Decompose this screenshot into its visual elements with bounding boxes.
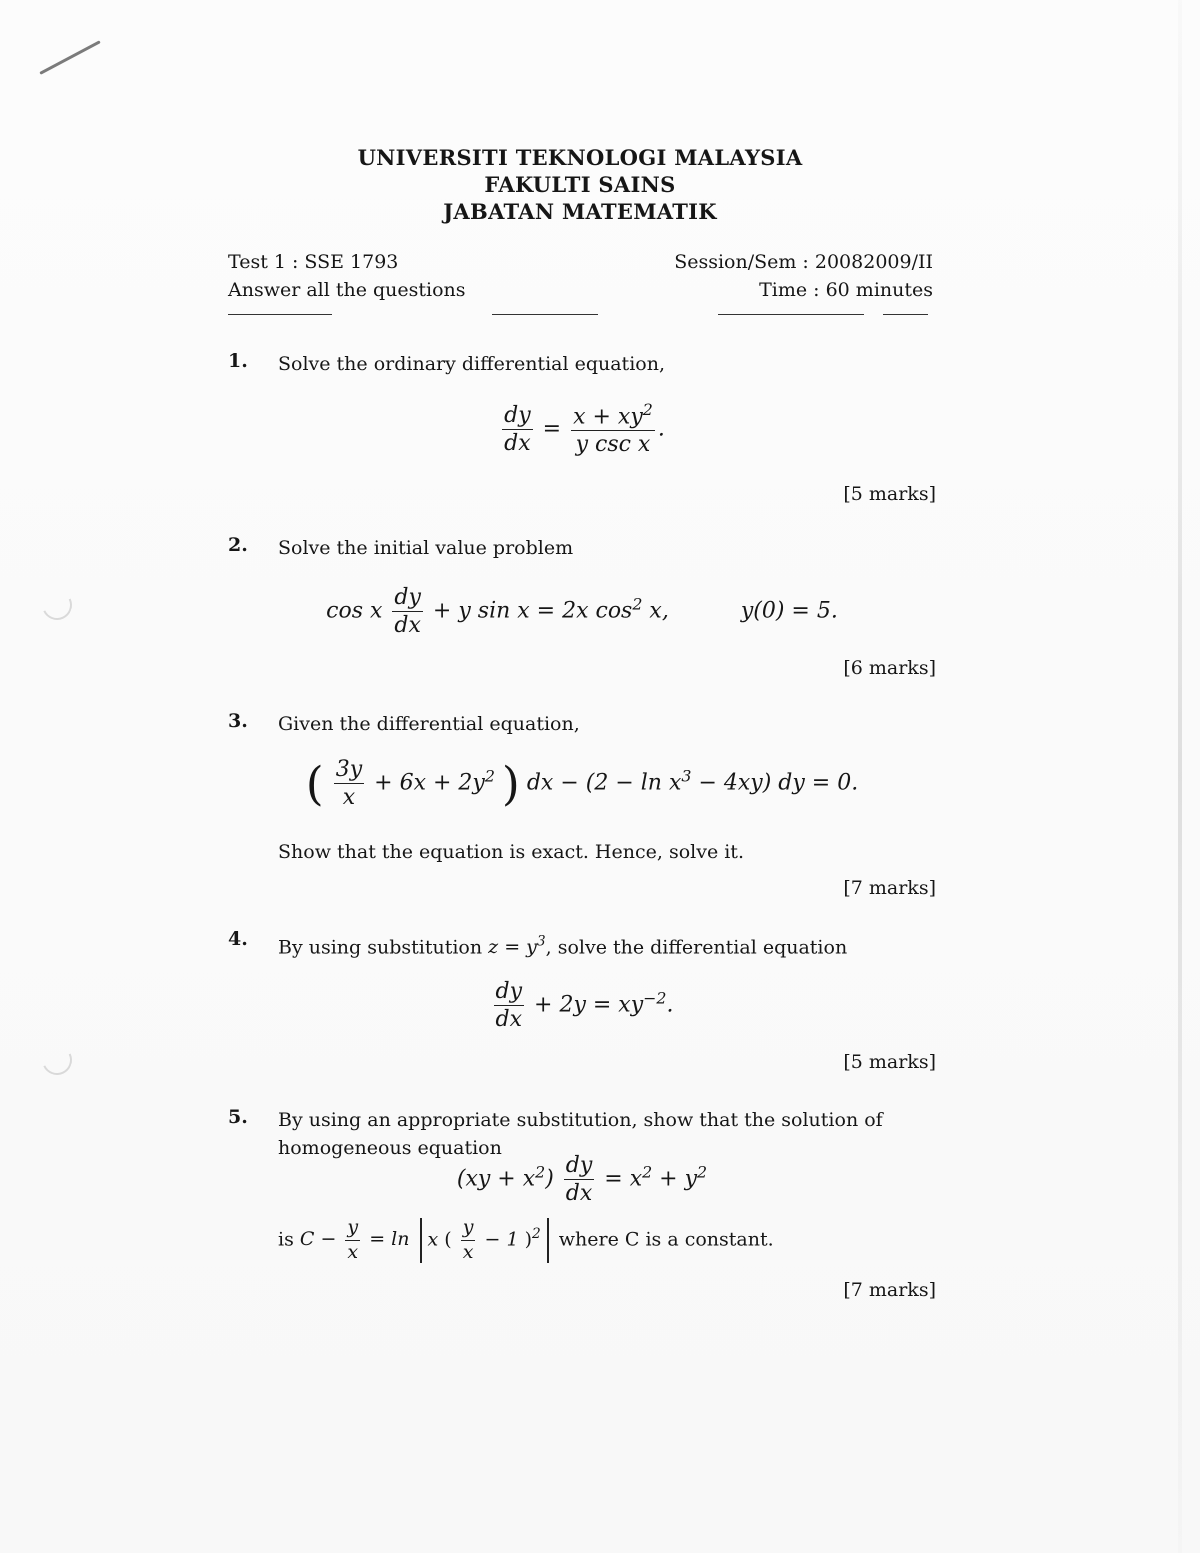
header-rule-3 — [718, 314, 864, 315]
department-name: JABATAN MATEMATIK — [443, 199, 717, 224]
solution-prefix: is — [278, 1228, 300, 1251]
question-number: 1. — [228, 350, 248, 372]
question-5 — [228, 1106, 936, 1306]
rhs-fraction: $\frac{x + xy^2}{\text{y csc x}}$ — [573, 400, 653, 458]
question-5-solution-line — [278, 1218, 936, 1263]
question-marks: [5 marks] — [843, 483, 936, 505]
question-2 — [228, 534, 936, 684]
faculty-name: FAKULTI SAINS — [484, 172, 676, 197]
question-number: 2. — [228, 534, 248, 556]
question-marks: [6 marks] — [843, 657, 936, 679]
exam-header — [0, 144, 1160, 225]
question-text: Solve the ordinary differential equation, — [278, 353, 665, 375]
y-over-x-fraction: $\frac{y}{x}$ — [347, 1216, 359, 1263]
university-name: UNIVERSITI TEKNOLOGI MALAYSIA — [357, 145, 803, 170]
question-marks: [7 marks] — [843, 877, 936, 899]
header-rule-1 — [228, 314, 332, 315]
absolute-value-expression: x ( $\frac{y}{x}$ − 1 )$^2$ — [420, 1218, 549, 1263]
substitution-expression: $z = y^3$ — [488, 934, 546, 959]
punch-hole-bottom — [38, 1041, 76, 1079]
header-rule-2 — [492, 314, 598, 315]
question-text: By using an appropriate substitution, show that the solution of homogeneous equation — [278, 1109, 883, 1159]
session-semester: Session/Sem : 20082009/II — [674, 251, 933, 273]
question-text: Solve the initial value problem — [278, 537, 574, 559]
question-text-suffix: , solve the differential equation — [545, 936, 848, 959]
question-1-equation: $\frac{dy}{dx}$ = $\frac{x + xy^2}{\text{y csc x}}$ . — [504, 400, 665, 458]
question-text: Given the differential equation, — [278, 713, 580, 735]
question-marks: [7 marks] — [843, 1279, 936, 1301]
question-4-equation: $\frac{dy}{dx}$ + $2y = xy^{-2}$. — [495, 979, 674, 1033]
staple-mark — [39, 40, 100, 75]
exam-meta-right — [674, 248, 933, 304]
exam-meta-left — [228, 248, 466, 304]
dy-dx-fraction: $\frac{dy}{dx}$ — [565, 1153, 593, 1207]
question-text — [278, 928, 936, 961]
question-text-prefix: By using substitution — [278, 936, 489, 959]
scan-edge-line — [1178, 0, 1182, 1553]
solution-suffix: where C is a constant. — [558, 1228, 774, 1251]
test-code: Test 1 : SSE 1793 — [228, 251, 399, 273]
question-note: Show that the equation is exact. Hence, solve it. — [278, 841, 744, 863]
inner-y-over-x-fraction: $\frac{y}{x}$ — [462, 1216, 474, 1263]
punch-hole-top — [38, 586, 76, 624]
dy-dx-fraction: $\frac{dy}{dx}$ — [504, 402, 531, 456]
dy-dx-fraction: $\frac{dy}{dx}$ — [495, 979, 523, 1033]
question-number: 3. — [228, 710, 248, 732]
question-3 — [228, 710, 936, 900]
dy-dx-fraction: $\frac{dy}{dx}$ — [394, 585, 421, 639]
question-4 — [228, 928, 936, 1084]
header-rule-4 — [883, 314, 928, 315]
question-marks: [5 marks] — [843, 1051, 936, 1073]
instructions: Answer all the questions — [228, 279, 466, 301]
three-y-over-x-fraction: $\frac{3y}{x}$ — [335, 757, 363, 811]
question-2-equation: cos x $\frac{dy}{dx}$ + y sin x = 2x $\cos^2 x$, y(0) = 5. — [326, 585, 838, 639]
question-1 — [228, 350, 936, 510]
question-number: 4. — [228, 928, 248, 950]
question-5-equation: $(xy + x^2)$ $\frac{dy}{dx}$ = $x^2 + y^2$ — [456, 1153, 708, 1207]
time-limit: Time : 60 minutes — [759, 279, 933, 301]
question-3-equation: ( $\frac{3y}{x}$ + $6x + 2y^2$ ) dx − $(2 - \ln x^3 - 4xy)$ dy = 0. — [305, 756, 859, 811]
solution-expression: C − $\frac{y}{x}$ = ln x ( $\frac{y}{x}$ − 1 )$^2$ — [300, 1228, 559, 1250]
question-number: 5. — [228, 1106, 248, 1128]
